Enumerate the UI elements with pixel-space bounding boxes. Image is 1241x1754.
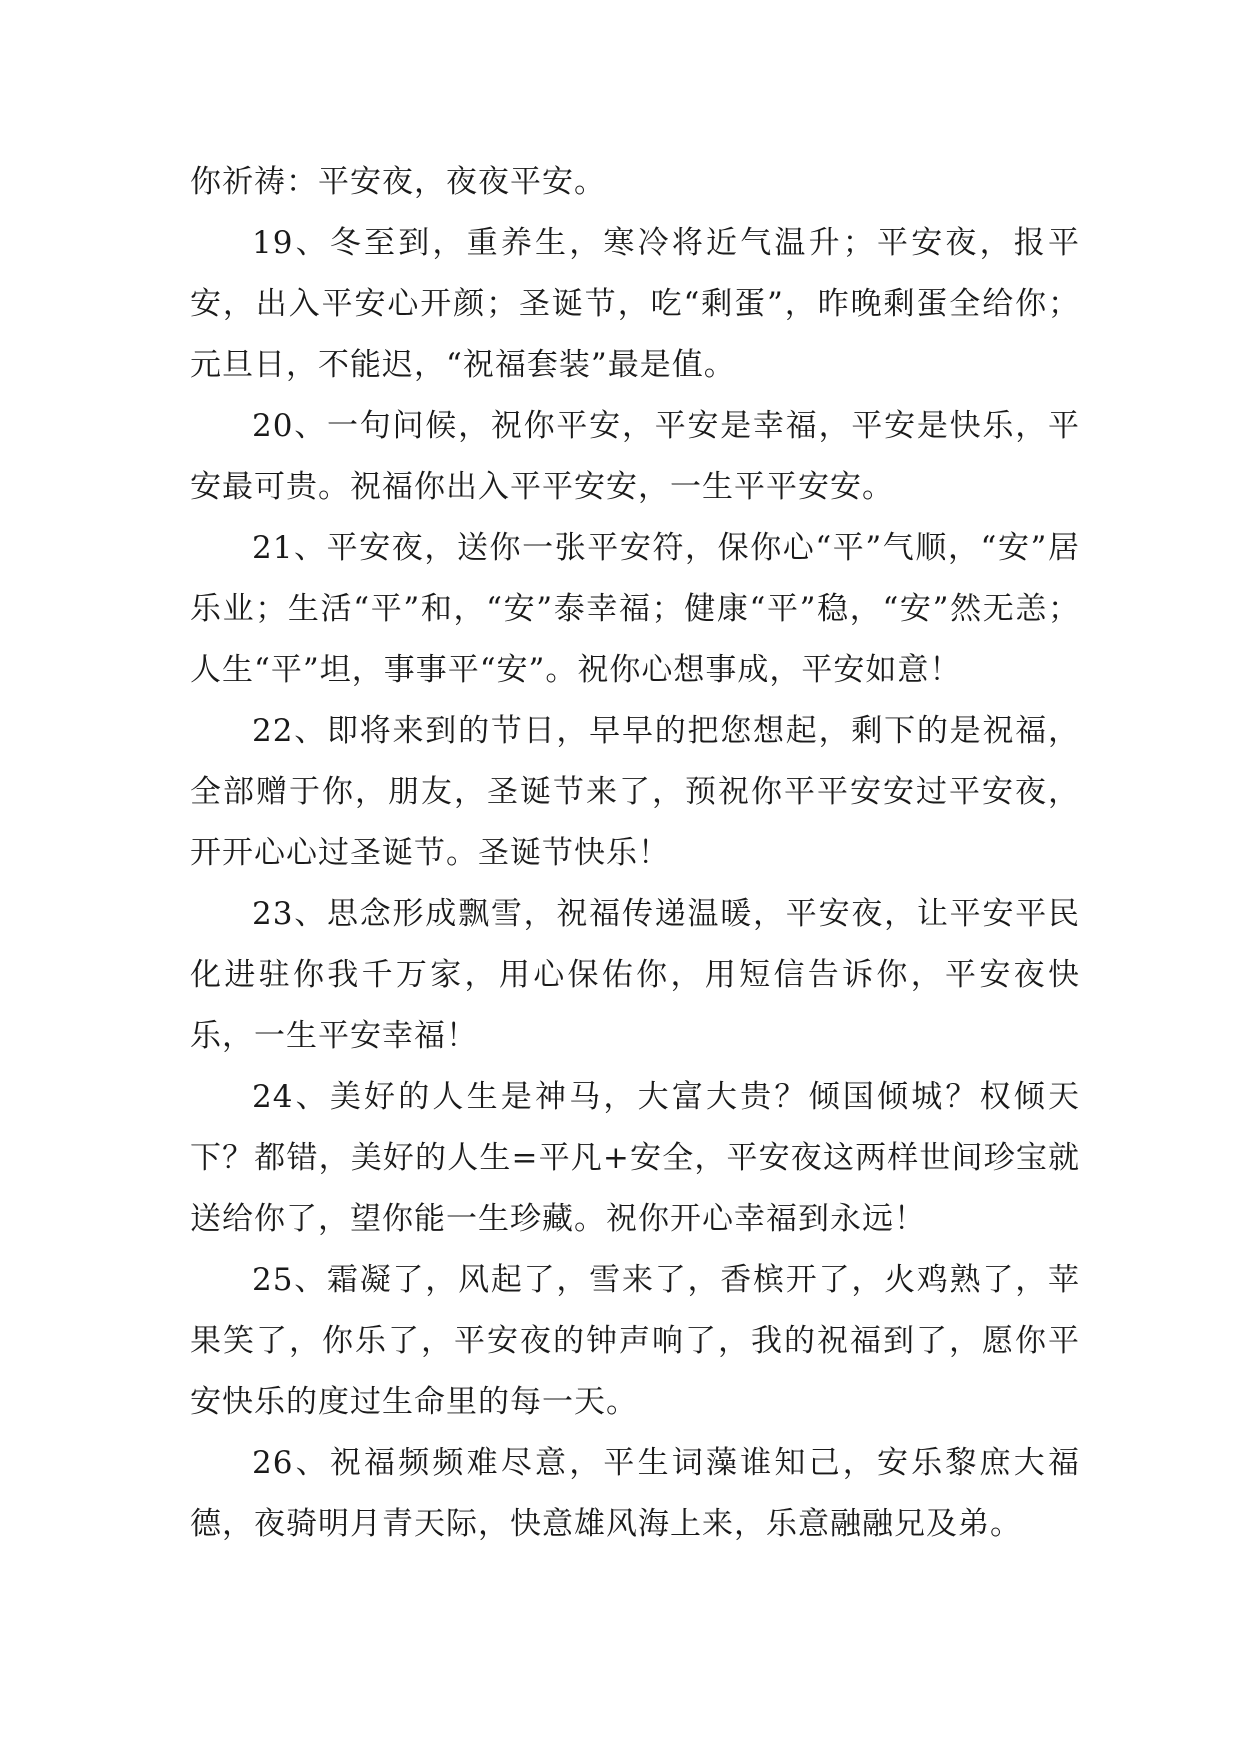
paragraph-24: 24、美好的人生是神马，大富大贵？倾国倾城？权倾天下？都错，美好的人生=平凡+安全，平安夜这两样世间珍宝就送给你了，望你能一生珍藏。祝你开心幸福到永远！ <box>190 1079 1080 1237</box>
paragraph-25: 25、霜凝了，风起了，雪来了，香槟开了，火鸡熟了，苹果笑了，你乐了，平安夜的钟声响了，我的祝福到了，愿你平安快乐的度过生命里的每一天。 <box>190 1262 1080 1420</box>
paragraph-continuation: 你祈祷：平安夜，夜夜平安。 <box>190 164 606 200</box>
paragraph-26: 26、祝福频频难尽意，平生词藻谁知己，安乐黎庶大福德，夜骑明月青天际，快意雄风海上来，乐意融融兄及弟。 <box>190 1445 1080 1542</box>
paragraph-21: 21、平安夜，送你一张平安符，保你心“平”气顺，“安”居乐业；生活“平”和，“安”泰幸福；健康“平”稳，“安”然无恙；人生“平”坦，事事平“安”。祝你心想事成，平安如意！ <box>190 530 1080 688</box>
paragraph-23: 23、思念形成飘雪，祝福传递温暖，平安夜，让平安平民化进驻你我千万家，用心保佑你，用短信告诉你，平安夜快乐，一生平安幸福！ <box>190 896 1080 1054</box>
document-body <box>190 152 1080 1555</box>
paragraph-22: 22、即将来到的节日，早早的把您想起，剩下的是祝福，全部赠于你，朋友，圣诞节来了，预祝你平平安安过平安夜，开开心心过圣诞节。圣诞节快乐！ <box>190 713 1080 871</box>
paragraph-19: 19、冬至到，重养生，寒冷将近气温升；平安夜，报平安，出入平安心开颜；圣诞节，吃“剩蛋”，昨晚剩蛋全给你；元旦日，不能迟，“祝福套装”最是值。 <box>190 225 1080 383</box>
paragraph-20: 20、一句问候，祝你平安，平安是幸福，平安是快乐，平安最可贵。祝福你出入平平安安，一生平平安安。 <box>190 408 1080 505</box>
